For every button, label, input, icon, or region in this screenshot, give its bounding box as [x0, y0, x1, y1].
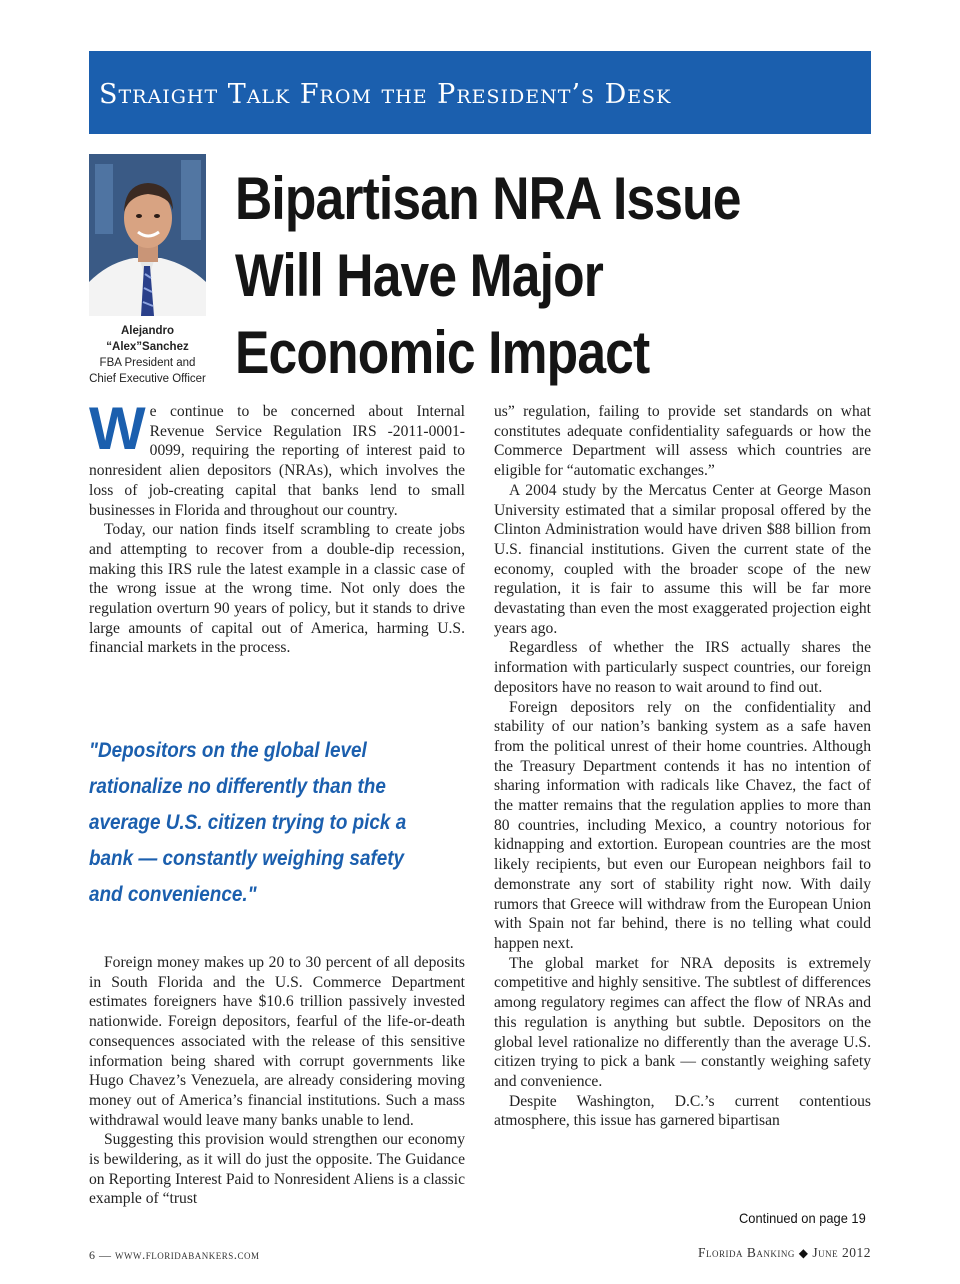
section-title: Straight Talk From the President’s Desk	[99, 79, 672, 110]
footer-left	[89, 1247, 260, 1263]
author-title: FBA President and	[99, 357, 196, 369]
pull-quote-line: rationalize no differently than the	[89, 775, 386, 798]
headline-line-3: Economic Impact	[235, 319, 650, 386]
paragraph: Suggesting this provision would strengthen our economy is bewildering, as it will do just the opposite. The Guidance on Reporting Interest Paid to Nonresident Aliens is a classic example of “trust	[89, 1131, 465, 1208]
pull-quote-line: average U.S. citizen trying to pick a	[89, 811, 407, 834]
left-column-bottom	[89, 953, 465, 1209]
paragraph: Despite Washington, D.C.’s current contentious atmosphere, this issue has garnered bipartisan	[494, 1092, 871, 1130]
author-nickname: “Alex”Sanchez	[106, 341, 189, 353]
author-photo	[89, 154, 206, 316]
continued-note: Continued on page 19	[739, 1210, 866, 1226]
page-number: 6	[89, 1248, 96, 1262]
paragraph: Regardless of whether the IRS actually shares the information with particularly suspect countries, our foreign depositors have no reason to wait around to find out.	[494, 639, 871, 696]
pull-quote	[89, 733, 440, 913]
pull-quote-line: and convenience."	[89, 883, 257, 906]
footer-url: www.floridabankers.com	[115, 1247, 260, 1262]
author-title-2: Chief Executive Officer	[89, 373, 206, 385]
footer-right	[698, 1245, 871, 1261]
left-column-top	[89, 395, 465, 658]
article-headline	[235, 160, 760, 391]
paragraph: Foreign depositors rely on the confidentiality and stability of our nation’s banking system as a safe haven from the political unrest of their home countries. Although the Treasury Department contends it has no intention of sharing information with radicals like Chavez, the fact of the matter remains that the regulation applies to more than 80 countries, including Mexico, a country notorious for kidnapping and extortion. European countries are the most likely recipients, but even our European neighbors fail to demonstrate any sort of stability right now. With daily rumors that Greece will withdraw from the European Union with Spain not far behind, there is no telling what could happen next.	[494, 698, 871, 952]
pull-quote-line: bank — constantly weighing safety	[89, 847, 405, 870]
author-name: Alejandro	[120, 325, 175, 337]
paragraph: We continue to be concerned about Internal Revenue Service Regulation IRS -2011-0001-0099, requiring the reporting of interest paid to nonresident alien depositors (NRAs), which involves the loss of job-creating capital that banks lend to small businesses in Florida and throughout our country.	[89, 395, 465, 519]
header-banner	[89, 51, 871, 134]
pull-quote-line: "Depositors on the global level	[89, 739, 367, 762]
drop-cap: W	[89, 395, 146, 462]
author-caption	[85, 323, 210, 387]
paragraph: Today, our nation finds itself scrambling to create jobs and attempting to recover from a double-dip recession, making this IRS rule the latest example in a classic case of the wrong issue at the wrong time. Not only does the regulation overturn 90 years of policy, but it stands to drive large amounts of capital out of America, harming U.S. financial markets in the process.	[89, 521, 465, 657]
diamond-icon: ◆	[798, 1246, 809, 1260]
publication-name: Florida Banking	[697, 1245, 795, 1260]
footer-separator: —	[99, 1248, 112, 1262]
paragraph: The global market for NRA deposits is extremely competitive and highly sensitive. The subtlest of differences among regulatory regimes can affect the flow of NRAs and this regulation is anything but subtle. Depositors on the global level rationalize no differently than the average U.S. citizen trying to pick a bank — constantly weighing safety and convenience.	[494, 954, 871, 1090]
headline-line-1: Bipartisan NRA Issue	[235, 165, 741, 232]
paragraph: A 2004 study by the Mercatus Center at George Mason University estimated that a similar proposal offered by the Clinton Administration would have driven $88 billion from U.S. financial institutions. Given the current state of the economy, coupled with the broader scope of the new regulation, it is fair to assume this will be far more devastating than even the most exaggerated projection eight years ago.	[494, 481, 871, 637]
paragraph: us” regulation, failing to provide set standards on what constitutes adequate confidentiality safeguards or how the Commerce Department will assess which countries are eligible for “automatic exchanges.”	[494, 403, 871, 480]
issue-date: June 2012	[812, 1245, 871, 1260]
headline-line-2: Will Have Major	[235, 242, 604, 309]
author-portrait-illustration	[89, 154, 206, 316]
paragraph: Foreign money makes up 20 to 30 percent of all deposits in South Florida and the U.S. Commerce Department estimates foreigners have $10.6 trillion passively invested nationwide. Foreign depositors, fearful of the life-or-death consequences associated with the release of this sensitive information being shared with corrupt governments like Hugo Chavez’s Venezuela, are already considering moving money out of America’s financial institutions. Such a mass withdrawal would leave many banks unable to lend.	[89, 954, 465, 1129]
right-column	[494, 402, 871, 1131]
